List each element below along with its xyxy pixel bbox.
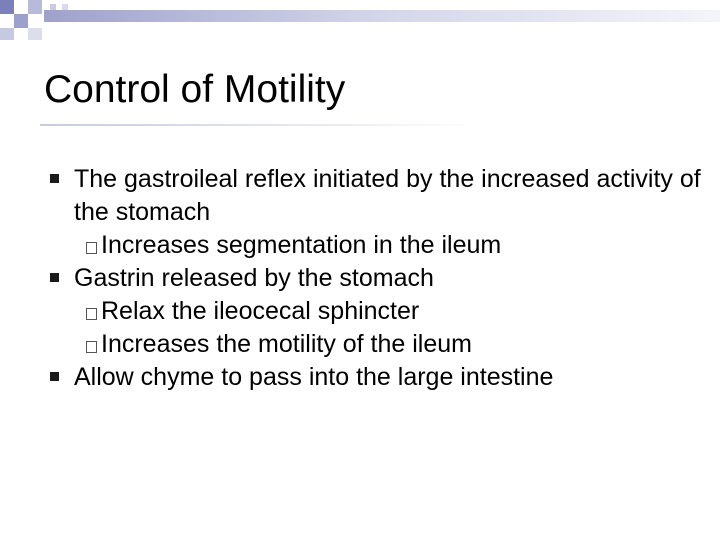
bullet-list — [50, 163, 710, 394]
square-bullet-icon — [50, 372, 59, 381]
hollow-square-icon — [86, 308, 97, 320]
slide-title: Control of Motility — [44, 68, 346, 111]
bullet-text: The gastroileal reflex initiated by the increased activity of the stomach — [74, 165, 701, 226]
hollow-square-icon — [86, 341, 97, 353]
decorative-squares-pattern — [0, 0, 720, 40]
hollow-square-icon — [86, 242, 97, 254]
title-underline — [40, 124, 480, 126]
sub-bullet-item — [50, 229, 710, 262]
bullet-item — [50, 163, 710, 229]
bullet-text: Allow chyme to pass into the large intestine — [74, 363, 554, 391]
square-bullet-icon — [50, 174, 59, 183]
sub-bullet-text: Increases segmentation in the ileum — [101, 231, 502, 259]
square-bullet-icon — [50, 273, 59, 282]
bullet-text: Gastrin released by the stomach — [74, 264, 434, 292]
sub-bullet-text: Relax the ileocecal sphincter — [101, 297, 420, 325]
bullet-item — [50, 262, 710, 295]
sub-bullet-item — [50, 295, 710, 328]
sub-bullet-text: Increases the motility of the ileum — [101, 330, 472, 358]
sub-bullet-item — [50, 328, 710, 361]
bullet-item — [50, 361, 710, 394]
